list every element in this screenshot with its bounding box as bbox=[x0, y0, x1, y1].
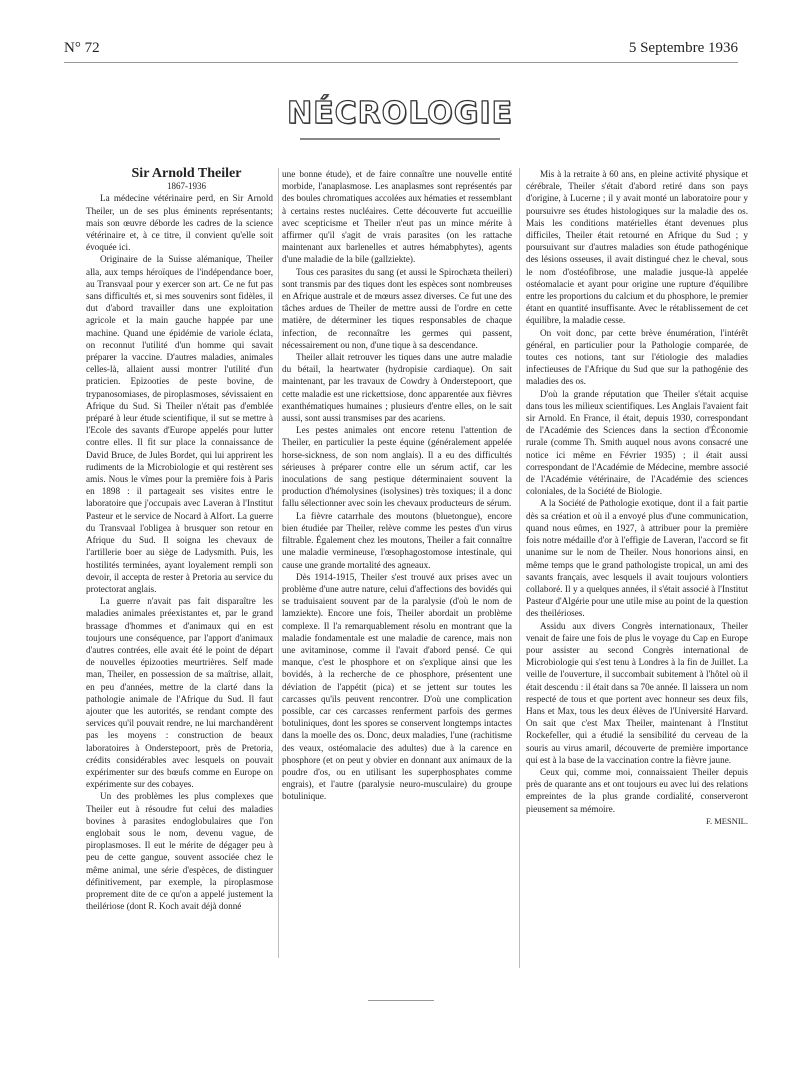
signature: F. MESNIL. bbox=[705, 815, 748, 826]
paragraph: Theiler allait retrouver les tiques dans une autre maladie du bétail, la heartwater (hydropisie cardiaque). On sait maintenant, par les travaux de Cowdry à Onderstepoort, que cette maladie est une rickettsiose, donc apparentée aux fièvres exanthématiques humaines ; plusieurs d'entre elles, on le sait aussi, sont aussi transmises par des acariens. bbox=[282, 352, 512, 424]
page-header bbox=[64, 40, 738, 63]
end-rule bbox=[368, 1000, 434, 1001]
column-3 bbox=[526, 168, 748, 978]
issue-date: 5 Septembre 1936 bbox=[628, 40, 738, 56]
column-divider bbox=[278, 168, 279, 958]
section-title: NÉCROLOGIE bbox=[286, 96, 514, 131]
paragraph: une bonne étude), et de faire connaître une nouvelle entité morbide, l'anaplasmose. Les anaplasmes sont représentés par des boules chromatiques accolées aux hématies et ressemblant à certains restes nucléaires. Cette découverte fut accueillie avec scepticisme et Theiler n'eut pas un mince mérite à affirmer qu'il s'agit de vrais parasites (on les rattache maintenant aux barlenelles et autres hémabphytes), agents d'une maladie de la bile (gallziekte). bbox=[282, 169, 512, 265]
paragraph: La fièvre catarrhale des moutons (bluetongue), encore bien étudiée par Theiler, relève comme les pestes d'un virus filtrable. Également chez les moutons, Theiler a fait connaître une maladie vermineuse, l'œsophagostomose intestinale, qui cause une grande mortalité des agneaux. bbox=[282, 510, 512, 570]
paragraph: D'où la grande réputation que Theiler s'était acquise dans tous les milieux scientifiques. Les Anglais l'avaient fait sir Arnold. En France, il était, depuis 1930, correspondant de l'Académie des Sciences dans la section d'Économie rurale (comme Th. Smith auquel nous avons consacré une notice ici même en Février 1935) ; il était aussi correspondant de l'Académie de Médecine, membre associé de l'Académie vétérinaire, de l'Académie des sciences coloniales, de la Société de Biologie. bbox=[526, 388, 748, 497]
paragraph: Assidu aux divers Congrès internationaux, Theiler venait de faire une fois de plus le voyage du Cap en Europe pour assister au second Congrès international de Microbiologie qui s'est tenu à Londres à la fin de Juillet. La veille de l'ouverture, il succombait subitement à l'hôtel où il était descendu : il était dans sa 70e année. Il laissera un nom respecté de tous et que portent avec honneur ses deux fils, Hans et Max, tous les deux élèves de l'Université Harvard. On sait que c'est Max Theiler, maintenant à l'Institut Rockefeller, qui a étudié la sensibilité du cerveau de la souris au virus amaril, découverte de première importance qui est à la base de la vaccination contre la fièvre jaune. bbox=[526, 620, 748, 765]
paragraph: La médecine vétérinaire perd, en Sir Arnold Theiler, un de ses plus éminents représentants; mais son œuvre déborde les cadres de la science vétérinaire et, à ce titre, il convient qu'elle soit évoquée ici. bbox=[86, 193, 273, 253]
column-1 bbox=[86, 166, 273, 912]
column-divider bbox=[519, 168, 520, 968]
issue-number: N° 72 bbox=[64, 40, 100, 56]
paragraph: Mis à la retraite à 60 ans, en pleine activité physique et cérébrale, Theiler s'était d'abord retiré dans son pays d'origine, à Lucerne ; il y avait monté un laboratoire pour y poursuivre ses études histologiques sur la maladie des os. Mais les conditions matérielles étant devenues plus difficiles, Theiler était retourné en Afrique du Sud ; y poursuivant sur d'autres maladies son étude pathogénique des lésions osseuses, il avait distingué chez le cheval, sous le nom d'ostéofibrose, une maladie jusque-là appelée ostéomalacie et ayant pour origine une rupture d'équilibre entre les proportions du calcium et du phosphore, le premier étant en quantité insuffisante. Avec le rétablissement de cet équilibre, la maladie cesse. bbox=[526, 169, 748, 326]
paragraph: Originaire de la Suisse alémanique, Theiler alla, aux temps héroïques de l'indépendance boer, au Transvaal pour y exercer son art. Ce ne fut pas sans difficultés et, si mes souvenirs sont fidèles, il dut d'abord travailler dans une exploitation agricole et la main gauche happée par une machine. Quand une épidémie de variole éclata, on reconnut l'utilité d'un homme qui savait préparer la vaccine. D'autres maladies, animales celles-là, allaient aussi montrer l'utilité d'un praticien. Epizooties de peste bovine, de trypanosomiases, de piroplasmoses, sévissaient en Afrique du Sud. Si Theiler n'était pas d'emblée préparé à leur étude scientifique, il sut se mettre à l'Ecole des savants d'Europe appelés pour lutter contre elles. Il fit sur place la connaissance de David Bruce, de Jules Bordet, qui lui apprirent les rudiments de la Microbiologie et qui restèrent ses amis. Nous le vîmes pour la première fois à Paris en 1898 : il partageait ses visites entre le laboratoire que j'occupais avec Laveran à l'Institut Pasteur et le service de Nocard à Alfort. La guerre du Transvaal l'obligea à brusquer son retour en Afrique du Sud. Il soigna les chevaux de l'artillerie boer au siège de Ladysmith. Puis, les hostilités terminées, ayant loyalement rempli son devoir, il accepta de rester à Pretoria au service du protectorat anglais. bbox=[86, 254, 273, 594]
article-dates: 1867-1936 bbox=[167, 181, 206, 192]
column-2 bbox=[282, 168, 512, 968]
paragraph: Dès 1914-1915, Theiler s'est trouvé aux prises avec un problème d'une autre nature, celui d'affections des bovidés qui se traduisaient souvent par de la paralysie (d'où le nom de lamziekte). Encore une fois, Theiler abordait un problème complexe. Il l'a remarquablement résolu en montrant que la maladie fondamentale est une maladie de carence, mais non une avitaminose, comme il l'avait d'abord pensé. Ce qui manque, c'est le phosphore et on s'explique ainsi que les bovidés, à la recherche de ce phosphore, présentent une déviation de l'appétit (pica) et se jettent sur toutes les carcasses qu'ils peuvent rencontrer. D'où une complication possible, car ces carcasses renferment parfois des germes botuliniques, dont les spores se conservent longtemps intactes dans la moelle des os. Donc, deux maladies, l'une (rachitisme des veaux, ostéomalacie des adultes) due à la carence en phosphore (et on peut y obvier en donnant aux animaux de la poudre d'os, ou en utilisant les superphosphates comme engrais), et l'autre (paralysie neuro-musculaire) du groupe botulinique. bbox=[282, 571, 512, 802]
paragraph: On voit donc, par cette brève énumération, l'intérêt général, en particulier pour la Pathologie comparée, de toutes ces notions, tant sur l'étiologie des maladies infectieuses de l'Afrique du Sud que sur la pathogénie des maladies des os. bbox=[526, 327, 748, 387]
paragraph: Les pestes animales ont encore retenu l'attention de Theiler, en particulier la peste équine (généralement appelée horse-sickness, de son nom anglais). Il a eu des difficultés sérieuses à préparer contre elle un sérum actif, car les inoculations de sang pestique déterminaient souvent la production d'hémolysines (isolysines) très toxiques; il a donc fallu sélectionner avec soin les chevaux producteurs de sérum. bbox=[282, 425, 512, 509]
paragraph: Tous ces parasites du sang (et aussi le Spirochæta theileri) sont transmis par des tiques dont les espèces sont nombreuses en Afrique australe et de mœurs assez diverses. Ce fut une des tâches ardues de Theiler de mettre aussi de l'ordre en cette matière, de déterminer les tiques responsables de chaque infection, de reconnaître les germes qui passent, nécessairement ou non, d'une tique à sa descendance. bbox=[282, 266, 512, 350]
paragraph: Un des problèmes les plus complexes que Theiler eut à résoudre fut celui des maladies bovines à parasites endoglobulaires que l'on englobait sous le nom, devenu vague, de piroplasmoses. Il eut le mérite de dégager peu à peu de cette gangue, souvent associée chez le même animal, une série d'espèces, de distinguer définitivement, par exemple, la piroplasmose proprement dite de ce qu'on a appelé justement la theilériose (dont R. Koch avait déjà donné bbox=[86, 791, 273, 912]
title-underline bbox=[300, 138, 500, 140]
article-title: Sir Arnold Theiler bbox=[131, 166, 242, 181]
paragraph: La guerre n'avait pas fait disparaître les maladies animales préexistantes et, par le grand brassage d'hommes et d'animaux qui en est toujours une conséquence, par l'apport d'animaux d'autres contrées, elle avait été le point de départ de nouvelles épizooties meurtrières. Self made man, Theiler, en possession de sa maîtrise, allait, en peu d'années, mettre de la clarté dans la pathologie animale de l'Afrique du Sud. Il faut ajouter que les autorités, se rendant compte des services qu'il pouvait rendre, ne lui marchandèrent pas les moyens : construction de beaux laboratoires à Onderstepoort, près de Pretoria, crédits considérables avec lesquels on pouvait expérimenter sur des bœufs comme en Europe on expérimente sur des cobayes. bbox=[86, 596, 273, 790]
paragraph: A la Société de Pathologie exotique, dont il a fait partie dès sa création et où il a envoyé plus d'une communication, quand nous eûmes, en 1927, à attribuer pour la première fois notre médaille d'or à l'effigie de Laveran, l'accord se fit unanime sur le nom de Theiler. Nous honorions ainsi, en même temps que le grand pathologiste tropical, un ami des savants français, avec lesquels il avait toujours volontiers collaboré. Il y a quelques années, il s'était associé à l'Institut Pasteur d'Algérie pour une utile mise au point de la question des theilérioses. bbox=[526, 498, 748, 619]
paragraph: Ceux qui, comme moi, connaissaient Theiler depuis près de quarante ans et ont toujours eu avec lui des relations empreintes de la plus grande cordialité, conserveront pieusement sa mémoire. bbox=[526, 766, 748, 814]
